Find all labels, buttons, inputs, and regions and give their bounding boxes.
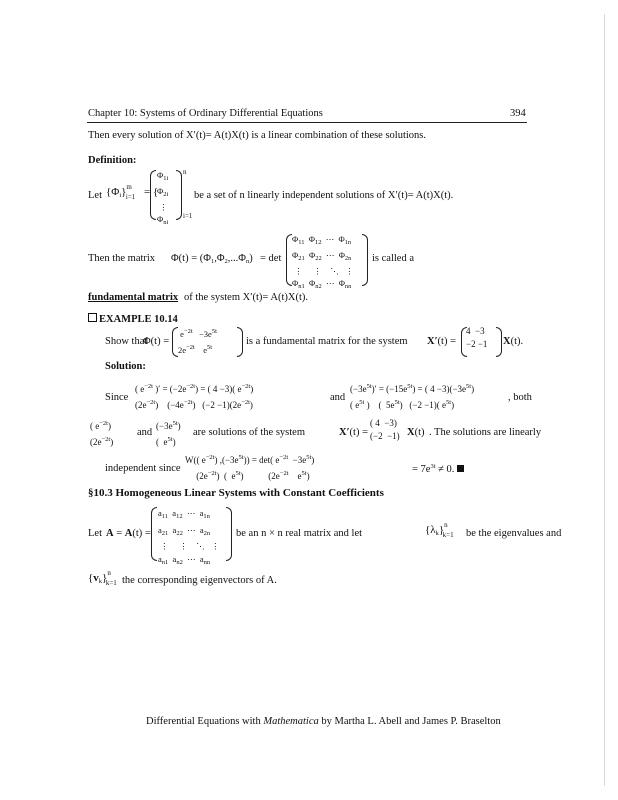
a-matrix-2: ( 4 −3) (−2 −1): [370, 418, 400, 441]
page-edge: [604, 14, 605, 786]
ex-phi-matrix: $e^{-2t} -3e^{5t}$ $2e^{-2t}$ $e^{5t}$: [178, 328, 217, 355]
def-let: Let: [88, 190, 102, 201]
since-equation-2: $(-3e^{5t})' = (-15e^{5t})$ = ( $4 -3)(-3e^{5t})$ ( $e^{5t}$ ) ( $5e^{5t}$) (−2 −1)( $e^{5t}$): [350, 383, 475, 410]
since-word: Since: [105, 392, 129, 403]
phi-set: $\{\Phi_i\}^m_{i=1}$ = {: [106, 183, 159, 201]
vector-sup: n: [183, 168, 187, 176]
det-result: = $7e^{3t} \ne 0$.: [412, 463, 464, 475]
wronskian: W(( $e^{-2t}$) $,(-3e^{5t})) = \det$( $e^{-2t} -3e^{5t}$) $(2e^{-2t})$ ( $e^{5t}$) ($2e^{-2t}$ $e^{5t}$): [185, 454, 315, 481]
show-prefix: Show that: [105, 336, 148, 347]
a-def: A = A(t) =: [106, 528, 151, 539]
vector-right-paren: [176, 170, 182, 220]
definition-heading: Definition:: [88, 155, 137, 166]
intro-text: Then every solution of X′(t)= A(t)X(t) is a linear combination of these solutions.: [88, 130, 427, 141]
def-set-text: be a set of n linearly independent solutions of X′(t)= A(t)X(t).: [194, 190, 454, 201]
example-heading: EXAMPLE 10.14: [88, 313, 178, 325]
phi-matrix: $\Phi_{11}$ $\Phi_{12}$ ⋯ $\Phi_{1n}$ $\Phi_{21}$ $\Phi_{22}$ ⋯ $\Phi_{2n}$ ⋮ ⋮ ⋱ ⋮ $\Phi_{n1}$ $\Phi_{n2}$ ⋯ $\Phi_{nn}$: [292, 234, 354, 290]
page-number: 394: [510, 108, 526, 119]
phi-vector: $\Phi_{1i}$ $\Phi_{2i}$ ⋮ $\Phi_{ni}$: [157, 170, 169, 226]
v-set: $\{v_k\}^n_{k=1}$: [88, 569, 117, 587]
fund-rest-text: of the system X′(t)= A(t)X(t).: [184, 292, 308, 303]
qed-icon: [457, 465, 464, 472]
system-lhs: X′(t) =: [427, 336, 457, 347]
header-rule: [87, 122, 527, 123]
vec-1: ( $e^{-2t}$) $(2e^{-2t})$: [90, 420, 114, 447]
system-2: X′(t) =: [339, 427, 369, 438]
both-word: , both: [508, 392, 532, 403]
show-mid: is a fundamental matrix for the system: [246, 336, 408, 347]
fundamental-matrix-term: fundamental matrix: [88, 292, 179, 303]
system-2-rhs: X(t): [407, 427, 425, 438]
and-word-1: and: [330, 392, 346, 403]
amat-lparen: [151, 507, 157, 561]
phi-t-expression: $\Phi(t) = (\Phi_1,\Phi_2,...\Phi_n)$: [171, 253, 253, 265]
det-right-paren: [362, 234, 368, 286]
vec-text: the corresponding eigenvectors of A.: [122, 575, 277, 586]
ex-matrix-rparen: [237, 327, 243, 357]
section-heading: §10.3 Homogeneous Linear Systems with Constant Coefficients: [88, 487, 384, 499]
linearly-text: . The solutions are linearly: [429, 427, 542, 438]
vector-left-paren: [150, 170, 156, 220]
solutions-text: are solutions of the system: [193, 427, 305, 438]
chapter-title: Chapter 10: Systems of Ordinary Differential Equations: [88, 108, 323, 119]
then-matrix-text: Then the matrix: [88, 253, 156, 264]
footer: Differential Equations with Mathematica by Martha L. Abell and James P. Braselton: [146, 716, 501, 727]
section-let: Let: [88, 528, 102, 539]
eig-text: be the eigenvalues and: [466, 528, 562, 539]
lambda-set: $\{\lambda_k\}^n_{k=1}$: [425, 521, 454, 539]
since-equation-1: ( $e^{-2t}$ )′ = $(-2e^{-2t})$ = ( 4 −3)( $e^{-2t}$) $(2e^{-2t})$ $(-4e^{-2t})$ $(-2 -1)(2e^{-2t})$: [135, 383, 254, 410]
vector-sub: i=1: [183, 212, 193, 220]
a-matrix: 4 −3 −2 −1: [466, 326, 488, 349]
solution-heading: Solution:: [105, 361, 146, 372]
be-text: be an n × n real matrix and let: [236, 528, 363, 539]
indep-text: independent since: [105, 463, 181, 474]
a-matrix-rparen: [496, 327, 502, 357]
a-general-matrix: $a_{11}$ $a_{12}$ ⋯ $a_{1n}$ $a_{21}$ $a_{22}$ ⋯ $a_{2n}$ ⋮ ⋮ ⋱ ⋮ $a_{n1}$ $a_{n2}$ ⋯ $a_{nn}$: [158, 508, 220, 566]
vec-2: $(-3e^{5t})$ ( $e^{5t}$): [156, 420, 181, 447]
checkbox-icon: [88, 313, 97, 322]
det-word: = det: [260, 253, 282, 264]
phi-t-def: Φ(t) =: [143, 336, 170, 347]
amat-rparen: [226, 507, 232, 561]
system-rhs: X(t).: [503, 336, 524, 347]
and-word-2: and: [137, 427, 153, 438]
called-text: is called a: [372, 253, 414, 264]
